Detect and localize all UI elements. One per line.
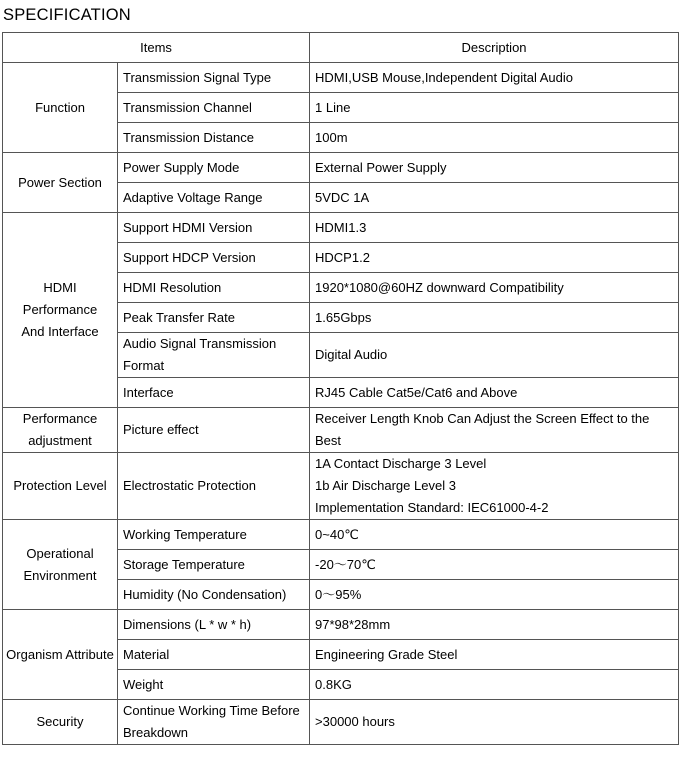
item-label: Peak Transfer Rate	[123, 309, 235, 325]
item-cell	[118, 153, 310, 183]
category-cell	[3, 408, 118, 453]
description-cell	[310, 63, 679, 93]
description-cell	[310, 670, 679, 700]
category-cell	[3, 453, 118, 520]
category-label: And Interface	[21, 324, 99, 339]
item-label: Power Supply Mode	[123, 159, 240, 175]
item-label: Transmission Signal Type	[123, 69, 272, 85]
description-text: 1 Line	[315, 99, 351, 115]
category-label: Power Section	[18, 174, 102, 190]
item-label: HDMI Resolution	[123, 279, 222, 295]
description-text: 1.65Gbps	[315, 309, 372, 325]
item-label: Weight	[123, 676, 164, 692]
description-text: 1920*1080@60HZ downward Compatibility	[315, 279, 564, 295]
item-label: Audio Signal Transmission	[123, 336, 277, 351]
table-row	[3, 520, 679, 550]
item-cell	[118, 378, 310, 408]
category-label: Security	[36, 714, 84, 729]
item-label: Picture effect	[123, 422, 199, 437]
table-row	[3, 408, 679, 453]
page-title: SPECIFICATION	[3, 6, 131, 24]
description-cell	[310, 453, 679, 520]
item-cell	[118, 453, 310, 520]
category-label: Operational	[26, 545, 94, 561]
description-text: HDMI1.3	[315, 219, 367, 235]
description-text: 0～95%	[315, 586, 362, 602]
description-text: 97*98*28mm	[315, 616, 391, 632]
item-cell	[118, 700, 310, 745]
item-label: Transmission Distance	[123, 129, 255, 145]
specification-table-body	[3, 33, 679, 745]
table-row	[3, 63, 679, 93]
description-text: 1b Air Discharge Level 3	[315, 478, 456, 493]
description-cell	[310, 273, 679, 303]
description-text: Engineering Grade Steel	[315, 646, 458, 662]
description-text: 0.8KG	[315, 676, 352, 692]
table-row	[3, 453, 679, 520]
description-cell	[310, 153, 679, 183]
category-label: adjustment	[28, 433, 92, 448]
description-cell	[310, 700, 679, 745]
item-cell	[118, 93, 310, 123]
description-column-header: Description	[310, 33, 679, 63]
description-text: External Power Supply	[315, 159, 447, 175]
category-label: Performance	[22, 411, 98, 426]
category-label: Protection Level	[13, 478, 107, 493]
description-cell	[310, 243, 679, 273]
description-cell	[310, 520, 679, 550]
item-label: Humidity (No Condensation)	[123, 586, 287, 602]
description-text: -20～70℃	[315, 556, 376, 572]
item-label: Storage Temperature	[123, 556, 245, 572]
description-cell	[310, 123, 679, 153]
category-label: HDMI Performance	[22, 280, 98, 317]
category-cell	[3, 700, 118, 745]
table-row	[3, 610, 679, 640]
description-text: 0~40℃	[315, 526, 359, 542]
table-row	[3, 213, 679, 243]
category-cell	[3, 213, 118, 408]
description-cell	[310, 640, 679, 670]
description-text: >30000 hours	[315, 714, 395, 729]
description-cell	[310, 93, 679, 123]
item-cell	[118, 640, 310, 670]
item-label: Breakdown	[123, 725, 189, 740]
item-cell	[118, 550, 310, 580]
description-cell	[310, 303, 679, 333]
description-cell	[310, 408, 679, 453]
item-cell	[118, 63, 310, 93]
description-cell	[310, 333, 679, 378]
category-cell	[3, 520, 118, 610]
item-label: Interface	[123, 384, 174, 400]
item-cell	[118, 333, 310, 378]
category-cell	[3, 610, 118, 700]
description-cell	[310, 610, 679, 640]
description-text: HDCP1.2	[315, 249, 370, 265]
description-cell	[310, 378, 679, 408]
item-cell	[118, 303, 310, 333]
item-cell	[118, 580, 310, 610]
table-row	[3, 700, 679, 745]
description-text: 100m	[315, 129, 348, 145]
item-label: Transmission Channel	[123, 99, 252, 115]
description-text: Digital Audio	[315, 347, 388, 362]
item-label: Material	[123, 646, 170, 662]
description-cell	[310, 580, 679, 610]
item-label: Support HDMI Version	[123, 219, 253, 235]
item-label: Working Temperature	[123, 526, 247, 542]
category-cell	[3, 63, 118, 153]
item-cell	[118, 610, 310, 640]
specification-table	[2, 32, 679, 745]
item-label: Dimensions (L * w * h)	[123, 616, 252, 632]
category-label: Environment	[23, 567, 97, 583]
description-text: HDMI,USB Mouse,Independent Digital Audio	[315, 69, 573, 85]
item-cell	[118, 273, 310, 303]
item-cell	[118, 243, 310, 273]
items-column-header: Items	[3, 33, 310, 63]
item-cell	[118, 520, 310, 550]
description-cell	[310, 183, 679, 213]
description-text: 1A Contact Discharge 3 Level	[315, 456, 487, 471]
item-cell	[118, 670, 310, 700]
description-cell	[310, 213, 679, 243]
item-label: Electrostatic Protection	[123, 478, 256, 493]
description-text: 5VDC 1A	[315, 189, 370, 205]
category-cell	[3, 153, 118, 213]
item-cell	[118, 213, 310, 243]
description-text: Receiver Length Knob Can Adjust the Screen Effect to the Best	[315, 411, 650, 448]
category-label: Function	[35, 99, 85, 115]
table-header-row	[3, 33, 679, 63]
category-label: Organism Attribute	[6, 646, 114, 662]
item-cell	[118, 183, 310, 213]
table-row	[3, 153, 679, 183]
description-cell	[310, 550, 679, 580]
item-label: Support HDCP Version	[123, 249, 256, 265]
item-label: Format	[123, 358, 165, 373]
description-text: RJ45 Cable Cat5e/Cat6 and Above	[315, 384, 518, 400]
item-label: Adaptive Voltage Range	[123, 189, 263, 205]
item-label: Continue Working Time Before	[123, 703, 300, 718]
item-cell	[118, 123, 310, 153]
item-cell	[118, 408, 310, 453]
description-text: Implementation Standard: IEC61000-4-2	[315, 500, 549, 515]
